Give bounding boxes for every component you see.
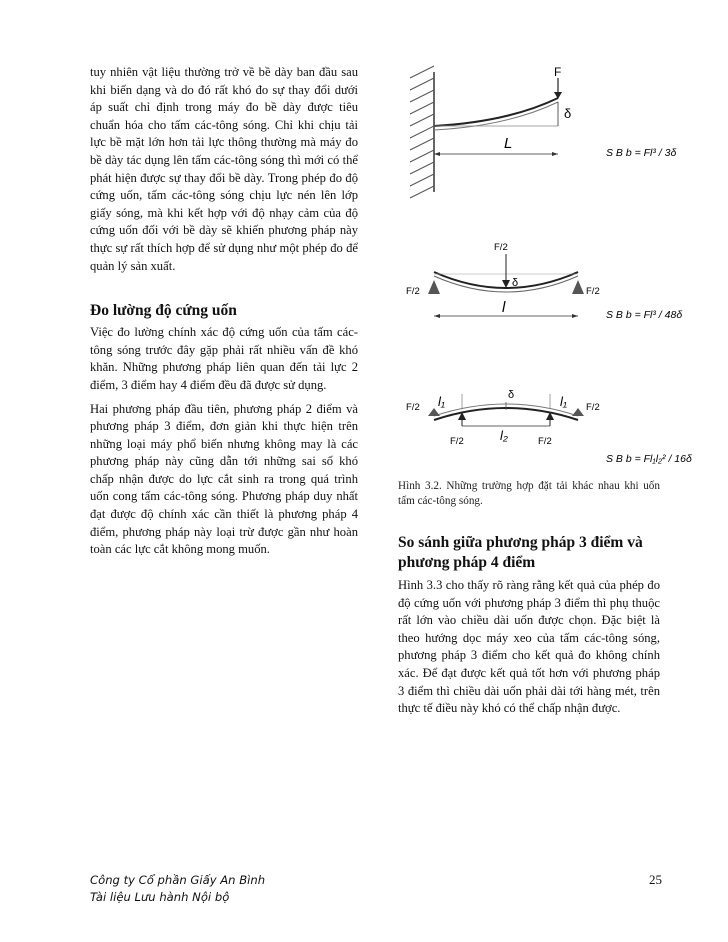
four-point-formula: S B b = Fl₁l₂² / 16δ [606,453,692,465]
three-point-formula: S B b = Fl³ / 48δ [606,309,683,321]
section-heading-bending-stiffness: Đo lường độ cứng uốn [90,302,237,320]
footer-doc-status: Tài liệu Lưu hành Nội bộ [90,890,230,904]
section-heading-comparison: So sánh giữa phương pháp 3 điểm và phương pháp 4 điểm [398,534,643,571]
paragraph-comparison: Hình 3.3 cho thấy rõ ràng rằng kết quả của phép đo độ cứng uốn với phương pháp 3 điểm thì phụ thuộc rất lớn vào chiều dài uốn được chọn. Đặc biệt là theo hướng dọc máy xeo của tấm các-tông sóng, phương pháp 3 điểm cho kết quả đo không chính xác. Để đạt được kết quả tốt hơn với phương pháp 3 điểm thì chiều dài uốn phải dài tới hàng mét, trên thực tế điều này khó có thể chấp nhận được. [398,578,660,716]
four-point-l1-right: l₁ [560,394,567,409]
three-point-force-top: F/2 [494,242,508,253]
cantilever-deflection-label: δ [564,106,572,121]
cantilever-diagram [410,65,676,198]
bending-load-figure [398,64,692,479]
footer-company: Công ty Cổ phần Giấy An Bình [90,873,266,887]
cantilever-length-label: L [504,135,513,152]
intro-paragraph: tuy nhiên vật liệu thường trở về bề dày ban đầu sau khi biến dạng và do đó rất khó đo sự thay đổi dưới áp suất chỉ định trong máy đo bề dày được tiêu chuẩn hóa cho tấm các-tông sóng. Chỉ khi chịu tải lực bề mặt lớn hơn tải lực thông thường mà máy đo bề dày tác dụng lên tấm các-tông sóng thì mới có thể phát hiện được sự thay đổi bề dày. Trong phép đo độ cứng uốn, tấm các-tông sóng chịu lực nén lên lớp giấy sóng, mà khi kết hợp với độ nhạy cảm của độ cứng uốn đối với bề dày sẽ khiến phương pháp này thực sự rất thích hợp để sử dụng như một phép đo để quản lý sản xuất. [90,65,358,273]
four-point-l1-left: l₁ [438,394,445,409]
four-point-diagram [406,389,692,465]
three-point-deflection-label: δ [512,277,519,289]
figure-caption: Hình 3.2. Những trường hợp đặt tải khác nhau khi uốn tấm các-tông sóng. [398,480,660,507]
four-point-force-left-top: F/2 [406,402,420,413]
three-point-force-left: F/2 [406,286,420,297]
three-point-force-right: F/2 [586,286,600,297]
three-point-length-label: l [502,299,506,316]
four-point-deflection-label: δ [508,389,515,401]
page-number: 25 [649,872,662,887]
four-point-l2-label: l₂ [500,428,508,443]
left-column [90,64,358,559]
four-point-force-right-bottom: F/2 [538,436,552,447]
paragraph-methods: Hai phương pháp đầu tiên, phương pháp 2 điểm và phương pháp 3 điểm, đơn giản khi thực hiện trên những loại máy phổ biến nhưng không may là các phương pháp này cũng dẫn tới những sai số khó chấp nhận được do lực cắt sinh ra trong quá trình uốn cong tấm các-tông sóng. Phương pháp duy nhất đạt được độ chính xác cần thiết là phương pháp 4 điểm, phương pháp này loại trừ được gần như hoàn toàn các lực cắt không mong muốn. [90,401,358,557]
four-point-force-left-bottom: F/2 [450,436,464,447]
four-point-force-right-top: F/2 [586,402,600,413]
cantilever-formula: S B b = Fl³ / 3δ [606,147,677,159]
three-point-diagram [406,242,682,321]
right-column [398,64,692,718]
cantilever-force-label: F [554,65,562,79]
paragraph-measurement: Việc đo lường chính xác độ cứng uốn của tấm các-tông sóng trước đây gặp phải rất nhiều vấn đề khó khăn. Những phương pháp liên quan đến tải lực 2 điểm, 3 điểm hay 4 điểm đều đã được sử dụng. [90,325,358,392]
page-footer [90,872,265,906]
